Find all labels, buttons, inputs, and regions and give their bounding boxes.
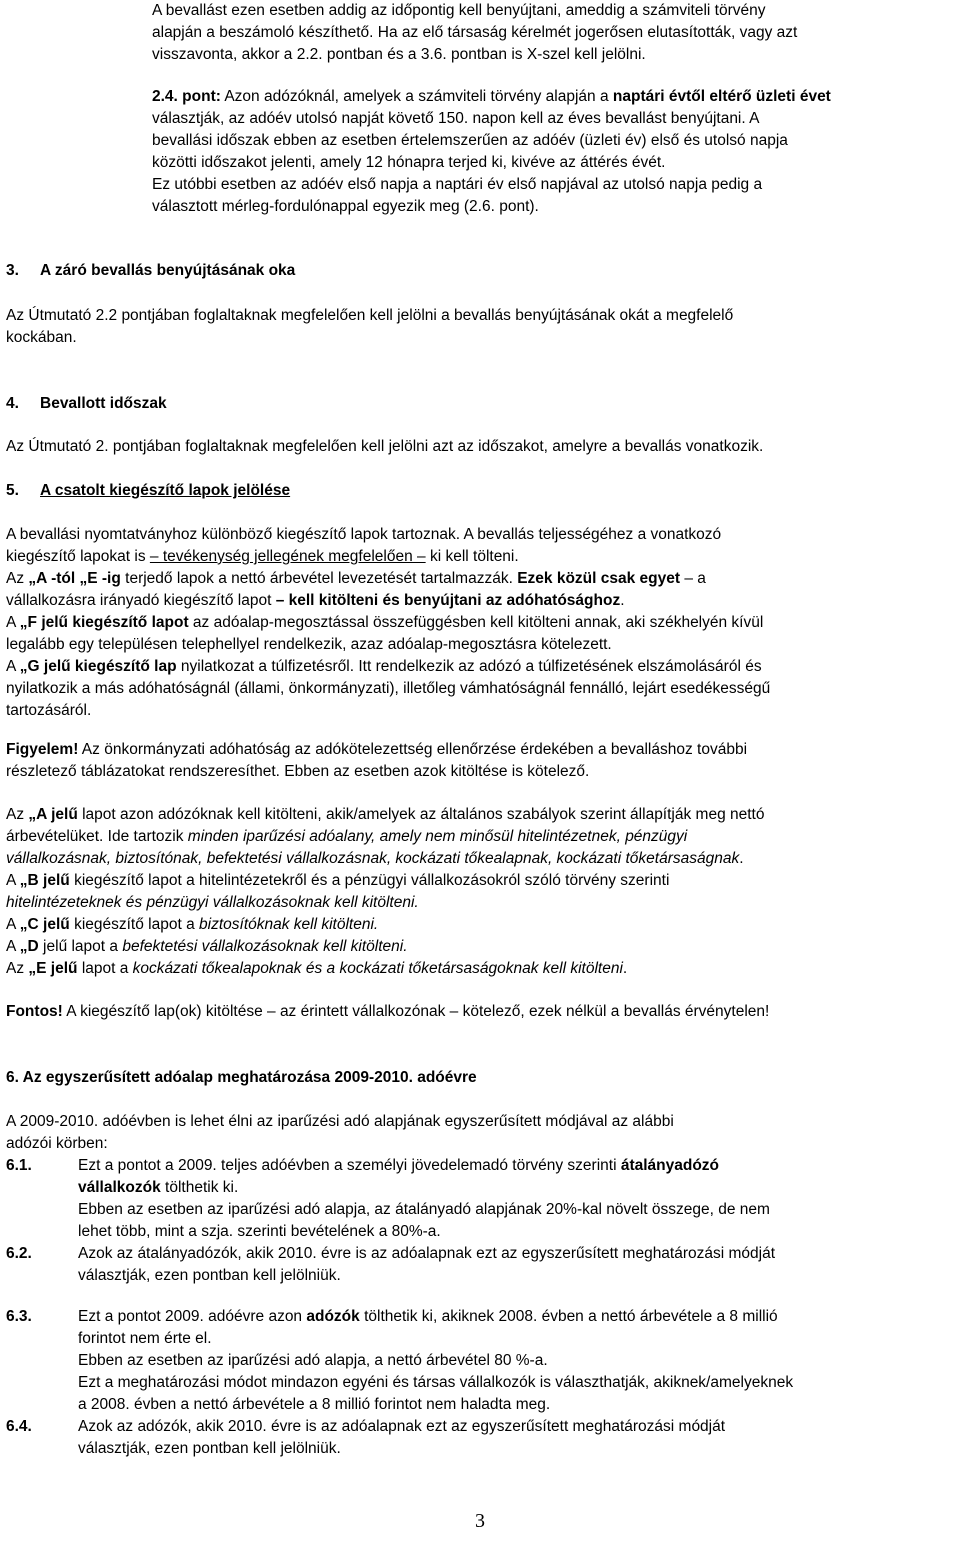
important-label: Fontos! bbox=[6, 1003, 63, 1020]
item-6-4-body bbox=[78, 1416, 954, 1460]
text-line: bevallási időszak ebben az esetben értelemszerűen az adóév (üzleti év) első és utolsó napja bbox=[152, 132, 788, 149]
text-span: -ig bbox=[97, 570, 121, 587]
text-line bbox=[6, 590, 954, 612]
text-line: választják, ezen pontban kell jelölniük. bbox=[78, 1267, 341, 1284]
text-span: A bbox=[6, 658, 20, 675]
emphasis: – kell kitölteni és benyújtani az adóhatósághoz bbox=[275, 592, 621, 609]
important-note bbox=[6, 1001, 769, 1023]
text-span: jelű lapot a bbox=[38, 938, 123, 955]
text-span: tölthetik ki, akiknek 2008. évben a nettó árbevétele a 8 millió bbox=[359, 1308, 778, 1325]
text-line: kockában. bbox=[6, 329, 77, 346]
section-4-body: Az Útmutató 2. pontjában foglaltaknak megfelelően kell jelölni azt az időszakot, amelyre a bevallás vonatkozik. bbox=[6, 438, 764, 455]
text-line bbox=[6, 870, 954, 892]
warning-label: Figyelem! bbox=[6, 741, 79, 758]
text-line: Ezt a meghatározási módot mindazon egyéni és társas vállalkozók is választhatják, akiknek/amelyeknek bbox=[78, 1374, 794, 1391]
text-line bbox=[6, 958, 954, 980]
text-span: jelű bbox=[38, 916, 70, 933]
text-span: Ezt a pontot 2009. adóévre azon bbox=[78, 1308, 307, 1325]
text-line: hitelintézeteknek és pénzügyi vállalkozásoknak kell kitölteni. bbox=[6, 894, 419, 911]
text-line bbox=[78, 1155, 954, 1177]
text-line: tartozásáról. bbox=[6, 702, 92, 719]
underlined-span: – tevékenység jellegének megfelelően – bbox=[149, 548, 426, 565]
page-number: 3 bbox=[475, 1510, 485, 1532]
text-span: -tól bbox=[46, 570, 80, 587]
text-span: jelű bbox=[46, 960, 78, 977]
text-span: tölthetik ki. bbox=[160, 1179, 239, 1196]
text-line: a 2008. évben a nettó árbevétele a 8 millió forintot nem haladta meg. bbox=[78, 1396, 551, 1413]
text-span: . bbox=[622, 960, 628, 977]
emphasis: vállalkozók bbox=[78, 1179, 161, 1196]
text-span: kiegészítő lapot a hitelintézetekről és a pénzügyi vállalkozásokról szóló törvény szerinti bbox=[69, 872, 670, 889]
text-span: A bbox=[6, 614, 20, 631]
text-span: A kiegészítő lap(ok) kitöltése – az érintett vállalkozónak – kötelező, ezek nélkül a bevallás érvénytelen! bbox=[62, 1003, 770, 1020]
warning-paragraph bbox=[6, 739, 954, 783]
lap-letter: „G bbox=[19, 658, 40, 675]
text-line: A bevallást ezen esetben addig az időpontig kell benyújtani, ameddig a számviteli törvény bbox=[152, 2, 766, 19]
text-span: vállalkozásra irányadó kiegészítő lapot bbox=[6, 592, 276, 609]
emphasis: naptári évtől eltérő üzleti évet bbox=[612, 88, 831, 105]
text-line: Az Útmutató 2.2 pontjában foglaltaknak megfelelően kell jelölni a bevallás benyújtásának okát a megfelelő bbox=[6, 307, 734, 324]
text-line: legalább egy településen telephellyel rendelkezik, azaz adóalap-megosztásra kötelezett. bbox=[6, 636, 612, 653]
emphasis: adózók bbox=[306, 1308, 360, 1325]
text-line: választják, az adóév utolsó napját követő 150. napon kell az éves bevallást benyújtani. A bbox=[152, 110, 760, 127]
section-5-number: 5. bbox=[6, 482, 19, 499]
text-line: választott mérleg-fordulónappal egyezik meg (2.6. pont). bbox=[152, 198, 539, 215]
text-span: az adóalap-megosztással összefüggésben kell kitölteni annak, aki székhelyén kívül bbox=[188, 614, 764, 631]
lap-letter: „D bbox=[19, 938, 39, 955]
text-span: nyilatkozat a túlfizetésről. Itt rendelkezik az adózó a túlfizetésének elszámolásáról és bbox=[176, 658, 762, 675]
text-line bbox=[6, 826, 954, 848]
emphasis: átalányadózó bbox=[620, 1157, 720, 1174]
item-6-3-body bbox=[78, 1306, 954, 1416]
emphasis: jelű kiegészítő lapot bbox=[37, 614, 189, 631]
text-line: nyilatkozik a más adóhatóságnál (állami, önkormányzati), illetőleg vámhatóságnál fennálló, lejárt esedékességű bbox=[6, 680, 771, 697]
text-span: A bbox=[6, 916, 20, 933]
point-2-4-paragraph bbox=[152, 86, 954, 218]
text-span: kiegészítő lapot a bbox=[69, 916, 200, 933]
text-span: árbevételüket. Ide tartozik bbox=[6, 828, 188, 845]
text-line: Azok az átalányadózók, akik 2010. évre is az adóalapnak ezt az egyszerűsített meghatározási módját bbox=[78, 1245, 776, 1262]
lap-letter: „E bbox=[28, 960, 47, 977]
italic-span: biztosítóknak kell kitölteni. bbox=[199, 916, 379, 933]
text-line bbox=[6, 546, 954, 568]
text-line: Ez utóbbi esetben az adóév első napja a naptári év első napjával az utolsó napja pedig a bbox=[152, 176, 763, 193]
italic-span: kockázati tőkealapoknak és a kockázati tőketársaságoknak kell kitölteni bbox=[132, 960, 623, 977]
point-label: 2.4. pont: bbox=[152, 88, 221, 105]
text-line bbox=[6, 739, 954, 761]
italic-span: befektetési vállalkozásoknak kell kitölteni. bbox=[122, 938, 408, 955]
lap-descriptions bbox=[6, 804, 954, 980]
section-3-number: 3. bbox=[6, 262, 19, 279]
text-span: kiegészítő lapokat is bbox=[6, 548, 150, 565]
text-span: jelű bbox=[46, 806, 78, 823]
section-5-body bbox=[6, 524, 954, 722]
lap-letter: „A bbox=[28, 570, 47, 587]
item-6-3-number: 6.3. bbox=[6, 1308, 32, 1325]
text-line: alapján a beszámoló készíthető. Ha az elő társaság kérelmét jogerősen elutasították, vagy azt bbox=[152, 24, 798, 41]
item-6-2-number: 6.2. bbox=[6, 1245, 32, 1262]
text-span: A bbox=[6, 872, 20, 889]
lap-letter: „C bbox=[19, 916, 39, 933]
text-line bbox=[78, 1306, 954, 1328]
text-line bbox=[6, 848, 954, 870]
text-line: Ebben az esetben az iparűzési adó alapja, az átalányadó alapjának 20%-kal növelt összege, de nem bbox=[78, 1201, 770, 1218]
italic-span: vállalkozásnak, biztosítónak, befektetési vállalkozásnak, kockázati tőkealapnak, kockázati tőketársaságnak bbox=[6, 850, 740, 867]
text-line: választják, ezen pontban kell jelölniük. bbox=[78, 1440, 341, 1457]
section-3-body bbox=[6, 305, 954, 349]
section-3-title: A záró bevallás benyújtásának oka bbox=[40, 262, 296, 279]
section-4-title: Bevallott időszak bbox=[40, 395, 167, 412]
section-5-title: A csatolt kiegészítő lapok jelölése bbox=[40, 482, 291, 499]
text-line: részletező táblázatokat rendszeresíthet. Ebben az esetben azok kitöltése is kötelező. bbox=[6, 763, 590, 780]
text-line: lehet több, mint a szja. szerinti bevételének a 80%-a. bbox=[78, 1223, 441, 1240]
text-line: forintot nem érte el. bbox=[78, 1330, 212, 1347]
item-6-2-body bbox=[78, 1243, 954, 1287]
text-line: A bevallási nyomtatványhoz különböző kiegészítő lapok tartoznak. A bevallás teljességéhez a vonatkozó bbox=[6, 526, 722, 543]
item-6-1-number: 6.1. bbox=[6, 1157, 32, 1174]
text-line: A 2009-2010. adóévben is lehet élni az iparűzési adó alapjának egyszerűsített módjával az alábbi bbox=[6, 1113, 674, 1130]
item-6-4-number: 6.4. bbox=[6, 1418, 32, 1435]
text-line bbox=[6, 804, 954, 826]
text-line bbox=[6, 568, 954, 590]
italic-span: minden iparűzési adóalany, amely nem minősül hitelintézetnek, pénzügyi bbox=[187, 828, 688, 845]
lap-letter: „B bbox=[19, 872, 39, 889]
text-line bbox=[78, 1177, 954, 1199]
text-line: Azok az adózók, akik 2010. évre is az adóalapnak ezt az egyszerűsített meghatározási módját bbox=[78, 1418, 726, 1435]
text-span: . bbox=[739, 850, 744, 867]
intro-paragraph bbox=[152, 0, 954, 66]
text-line bbox=[6, 612, 954, 634]
text-line bbox=[6, 936, 954, 958]
section-6-intro bbox=[6, 1111, 954, 1155]
text-span: . bbox=[620, 592, 625, 609]
text-span: terjedő lapok a nettó árbevétel levezetését tartalmazzák. bbox=[120, 570, 518, 587]
text-line bbox=[6, 656, 954, 678]
text-span: lapot azon adózóknak kell kitölteni, akik/amelyek az általános szabályok szerint állapítják meg nettó bbox=[77, 806, 765, 823]
text-line bbox=[6, 914, 954, 936]
lap-letter: „E bbox=[79, 570, 98, 587]
lap-letter: „A bbox=[28, 806, 47, 823]
text-span: ki kell tölteni. bbox=[425, 548, 519, 565]
text-line: Ebben az esetben az iparűzési adó alapja, a nettó árbevétel 80 %-a. bbox=[78, 1352, 548, 1369]
text-span: A bbox=[6, 938, 20, 955]
text-line bbox=[152, 86, 954, 108]
emphasis: Ezek közül csak egyet bbox=[517, 570, 681, 587]
text-line: visszavonta, akkor a 2.2. pontban és a 3.6. pontban is X-szel kell jelölni. bbox=[152, 46, 646, 63]
text-span: Azon adózóknál, amelyek a számviteli törvény alapján a bbox=[220, 88, 613, 105]
text-span: Az bbox=[6, 960, 29, 977]
text-span: jelű bbox=[38, 872, 70, 889]
text-line: közötti időszakot jelenti, amely 12 hónapra terjed ki, kivéve az áttérés évét. bbox=[152, 154, 666, 171]
lap-letter: „F bbox=[19, 614, 38, 631]
text-span: – a bbox=[680, 570, 706, 587]
section-4-number: 4. bbox=[6, 395, 19, 412]
text-line: adózói körben: bbox=[6, 1135, 108, 1152]
text-span: Az bbox=[6, 570, 29, 587]
text-span: Az bbox=[6, 806, 29, 823]
section-6-title: 6. Az egyszerűsített adóalap meghatározása 2009-2010. adóévre bbox=[6, 1069, 477, 1086]
item-6-1-body bbox=[78, 1155, 954, 1243]
text-span: Az önkormányzati adóhatóság az adókötelezettség ellenőrzése érdekében a bevalláshoz további bbox=[78, 741, 748, 758]
text-span: lapot a bbox=[77, 960, 133, 977]
emphasis: jelű kiegészítő lap bbox=[39, 658, 177, 675]
text-span: Ezt a pontot a 2009. teljes adóévben a személyi jövedelemadó törvény szerinti bbox=[78, 1157, 621, 1174]
